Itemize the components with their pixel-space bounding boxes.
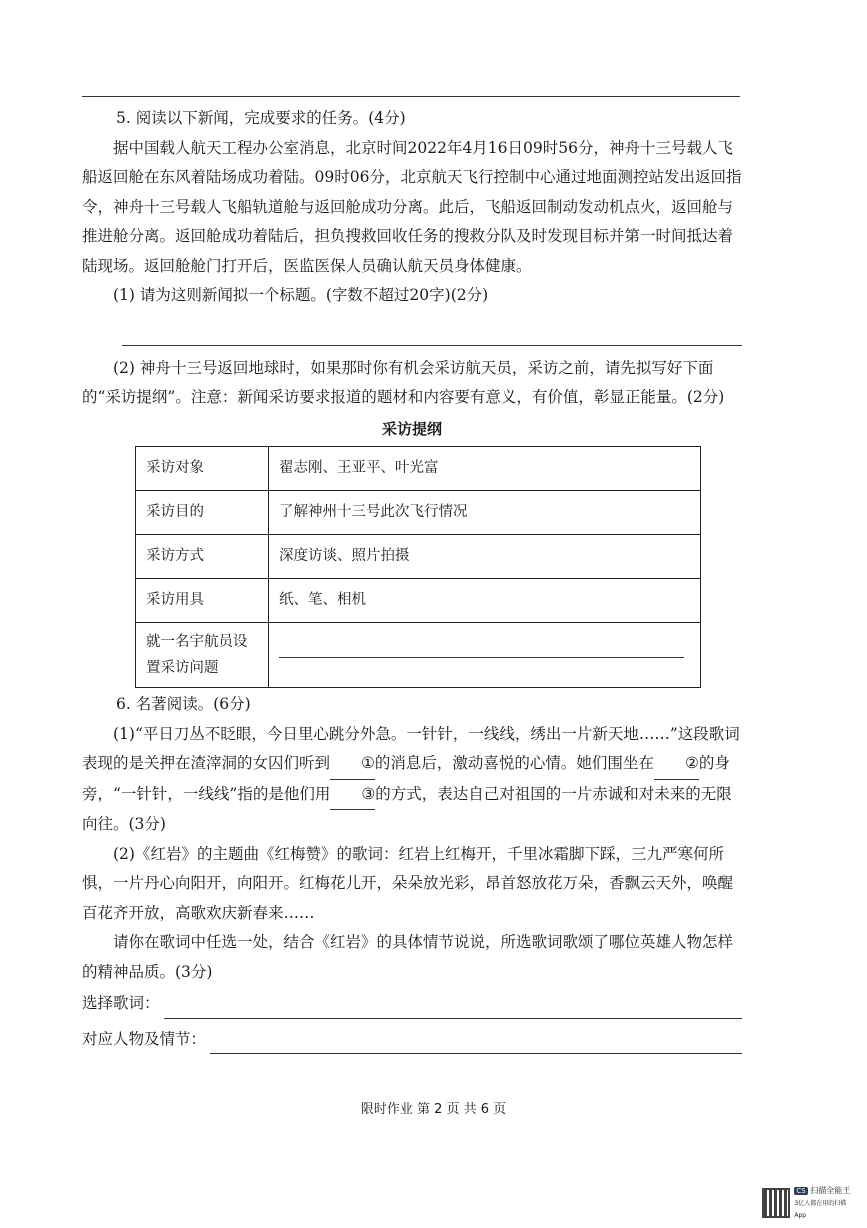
table-row xyxy=(136,535,701,579)
q6-sub1-b: 的消息后，激动喜悦的心情。她们围坐在 xyxy=(374,754,654,772)
table-row xyxy=(136,491,701,535)
exam-page xyxy=(82,104,742,1054)
top-rule xyxy=(82,96,740,97)
table-row xyxy=(136,447,701,491)
row-label: 采访方式 xyxy=(136,535,269,579)
row-label: 就一名宇航员设置采访问题 xyxy=(136,623,269,688)
qr-code-icon xyxy=(762,1188,790,1218)
scanner-name: 扫描全能王 xyxy=(810,1186,851,1195)
scanner-sub: 3亿人都在用的扫描App xyxy=(794,1200,847,1219)
q6-sub1-a: (1)“平日刀丛不眨眼，今日里心跳分外急。一针针，一线线，绣出一片新天地……”这段歌词表现的是关押在渣滓洞的女囚们听到 xyxy=(82,724,740,772)
pick-lyrics-label: 选择歌词： xyxy=(82,994,160,1012)
person-answer-line[interactable] xyxy=(210,1035,742,1054)
row-value: 了解神州十三号此次飞行情况 xyxy=(269,491,701,535)
question-answer-cell[interactable] xyxy=(269,623,701,688)
cs-logo: CS xyxy=(796,1187,806,1195)
pick-lyrics-answer-line[interactable] xyxy=(164,1000,742,1019)
page-footer: 限时作业 第 2 页 共 6 页 xyxy=(360,1102,507,1117)
row-value: 翟志刚、王亚平、叶光富 xyxy=(269,447,701,491)
q5-heading: 5. 阅读以下新闻，完成要求的任务。(4分) xyxy=(116,109,406,127)
q6-sub2: (2)《红岩》的主题曲《红梅赞》的歌词：红岩上红梅开，千里冰霜脚下踩，三九严寒何所惧，一片丹心向阳开，向阳开。红梅花儿开，朵朵放光彩，昂首怒放花万朵，香飘云天外，唤醒百花齐开放，高歌欢庆新春来…… xyxy=(82,844,734,922)
blank-1[interactable]: ① xyxy=(330,749,375,780)
news-text: 据中国载人航天工程办公室消息，北京时间2022年4月16日09时56分，神舟十三号载人飞船返回舱在东风着陆场成功着陆。09时06分，北京航天飞行控制中心通过地面测控站发出返回指令，神舟十三号载人飞船轨道舱与返回舱成功分离。此后，飞船返回制动发动机点火，返回舱与推进舱分离。返回舱成功着陆后，担负搜救回收任务的搜救分队及时发现目标并第一时间抵达着陆现场。返回舱舱门打开后，医监医保人员确认航天员身体健康。 xyxy=(82,138,742,275)
q5-sub1: (1) 请为这则新闻拟一个标题。(字数不超过20字)(2分) xyxy=(113,286,489,304)
pick-lyrics-row xyxy=(82,989,742,1019)
person-label: 对应人物及情节： xyxy=(82,1029,207,1048)
title-answer-line[interactable] xyxy=(122,319,742,346)
q6-sub1-c: 的身旁，“一针针，一线线”指的是他们用 xyxy=(82,754,730,803)
blank-3[interactable]: ③ xyxy=(330,780,375,811)
row-value: 纸、笔、相机 xyxy=(269,579,701,623)
row-label: 采访用具 xyxy=(136,579,269,623)
table-row-question xyxy=(136,623,701,688)
q6-sub1-d: 的方式，表达自己对祖国的一片赤诚和对未来的无限向往。(3分) xyxy=(82,784,732,833)
interview-outline-table xyxy=(135,446,701,688)
scanner-watermark xyxy=(762,1186,854,1220)
outline-title: 采访提纲 xyxy=(381,419,442,438)
row-label: 采访目的 xyxy=(136,491,269,535)
q5-sub2: (2) 神舟十三号返回地球时，如果那时你有机会采访航天员，采访之前，请先拟写好下面的“采访提纲”。注意：新闻采访要求报道的题材和内容要有意义，有价值，彰显正能量。(2分) xyxy=(82,358,725,406)
row-label: 采访对象 xyxy=(136,447,269,491)
q6-heading: 6. 名著阅读。(6分) xyxy=(116,695,251,713)
person-row xyxy=(82,1025,742,1055)
q6-sub1 xyxy=(82,720,742,840)
q6-sub3: 请你在歌词中任选一处，结合《红岩》的具体情节说说，所选歌词歌颂了哪位英雄人物怎样的精神品质。(3分) xyxy=(82,933,734,981)
blank-2[interactable]: ② xyxy=(654,749,699,780)
question-answer-line[interactable] xyxy=(279,641,684,658)
row-value: 深度访谈、照片拍摄 xyxy=(269,535,701,579)
table-row xyxy=(136,579,701,623)
